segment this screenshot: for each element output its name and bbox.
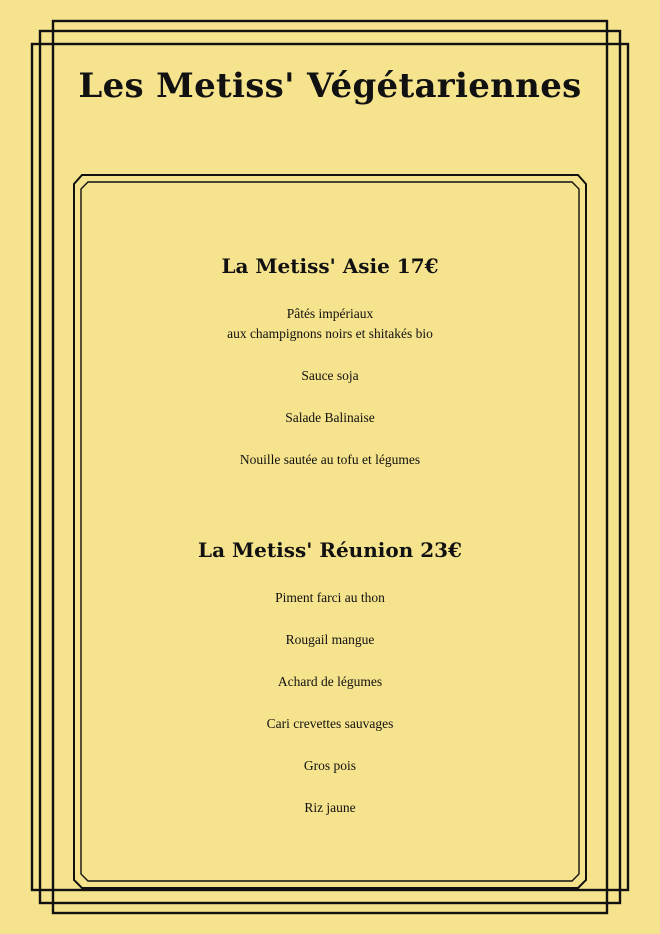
menu-section-reunion <box>0 538 660 840</box>
menu-item-line: aux champignons noirs et shitakés bio <box>227 326 433 341</box>
menu-item: Sauce soja <box>301 368 359 383</box>
menu-item: Gros pois <box>303 758 357 773</box>
menu-item: Cari crevettes sauvages <box>266 716 394 731</box>
menu-section-asie <box>0 254 660 492</box>
menu-item: Riz jaune <box>304 800 356 815</box>
section-title: La Metiss' Asie 17€ <box>221 254 439 278</box>
menu-item: Piment farci au thon <box>275 590 385 605</box>
menu-item: Nouille sautée au tofu et légumes <box>239 452 421 467</box>
menu-item-line: Pâtés impériaux <box>286 306 374 321</box>
menu-item: Rougail mangue <box>285 632 375 647</box>
page-title: Les Metiss' Végétariennes <box>78 66 582 106</box>
menu-item: Salade Balinaise <box>285 410 375 425</box>
menu-item: Achard de légumes <box>277 674 383 689</box>
menu-item <box>0 304 660 344</box>
section-title: La Metiss' Réunion 23€ <box>198 538 462 562</box>
